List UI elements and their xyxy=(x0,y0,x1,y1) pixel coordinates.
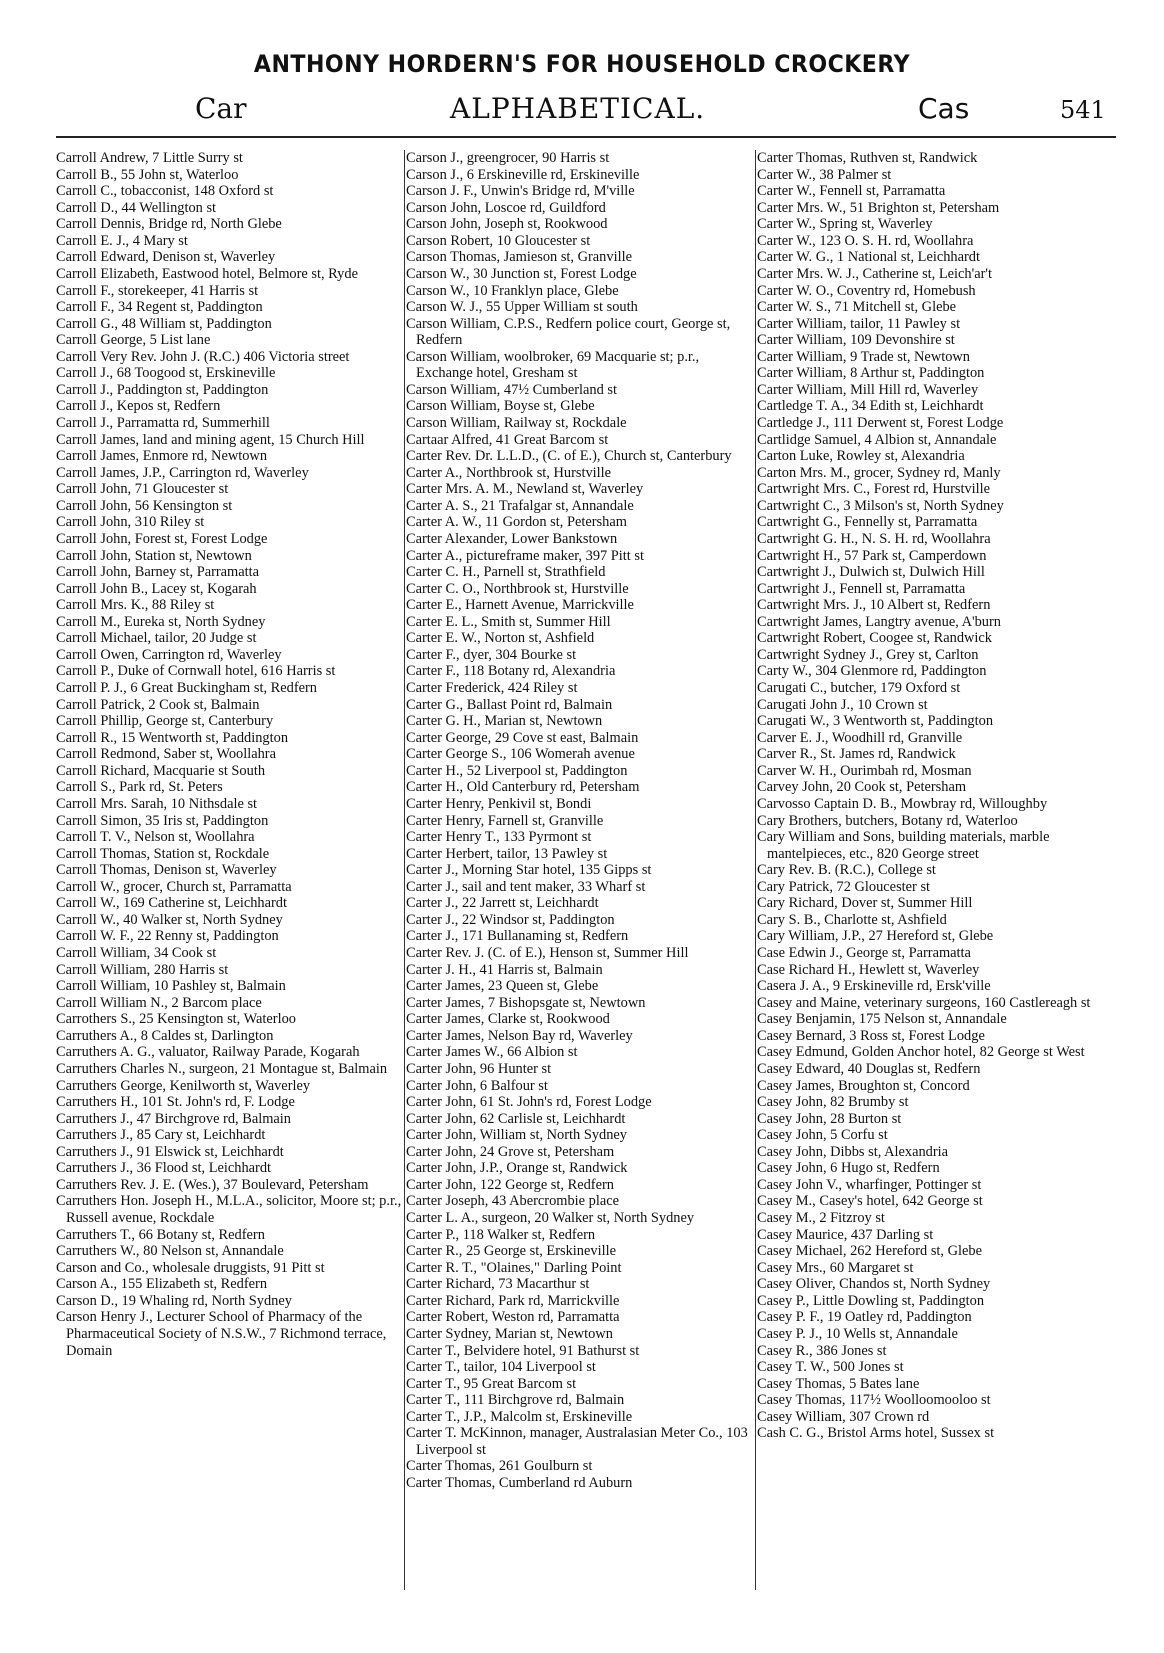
directory-entry: Carter James, Nelson Bay rd, Waverley xyxy=(406,1027,633,1044)
directory-entry: Carter Mrs. W., 51 Brighton st, Petersham xyxy=(757,199,1000,216)
directory-entry: Carter H., 52 Liverpool st, Paddington xyxy=(406,762,628,779)
directory-entry: Cary Brothers, butchers, Botany rd, Waterloo xyxy=(757,812,1018,829)
directory-entry: Casey R., 386 Jones st xyxy=(757,1342,887,1359)
directory-entry: Carter A., Northbrook st, Hurstville xyxy=(406,464,612,481)
directory-column-1 xyxy=(56,150,404,1359)
directory-entry: Cartwright Mrs. J., 10 Albert st, Redfern xyxy=(757,597,991,614)
directory-entry: Carter C. O., Northbrook st, Hurstville xyxy=(406,580,629,597)
directory-entry: Carter Robert, Weston rd, Parramatta xyxy=(406,1309,620,1326)
directory-entry: Carruthers A. G., valuator, Railway Parade, Kogarah xyxy=(56,1044,360,1061)
directory-entry: Carson J., greengrocer, 90 Harris st xyxy=(406,150,610,166)
directory-entry: Carter T., 95 Great Barcom st xyxy=(406,1375,577,1392)
directory-entry: Carroll G., 48 William st, Paddington xyxy=(56,315,272,332)
directory-entry: Carugati C., butcher, 179 Oxford st xyxy=(757,680,961,696)
directory-entry: Carroll W., 40 Walker st, North Sydney xyxy=(56,911,283,928)
directory-entry: Carver R., St. James rd, Randwick xyxy=(757,746,956,763)
directory-entry: Carter W., 38 Palmer st xyxy=(757,166,892,183)
directory-entry: Carugati W., 3 Wentworth st, Paddington xyxy=(757,713,994,730)
directory-entry: Carroll D., 44 Wellington st xyxy=(56,199,217,216)
directory-column-3 xyxy=(757,150,1116,1442)
directory-entry: Casey Mrs., 60 Margaret st xyxy=(757,1259,914,1276)
directory-entry: Carson J. F., Unwin's Bridge rd, M'ville xyxy=(406,183,635,200)
directory-entry: Casey John, Dibbs st, Alexandria xyxy=(757,1143,949,1160)
directory-entry: Carroll Mrs. K., 88 Riley st xyxy=(56,597,215,614)
directory-entry: Carroll Michael, tailor, 20 Judge st xyxy=(56,630,257,647)
directory-entry: Cary William, J.P., 27 Hereford st, Glebe xyxy=(757,928,994,945)
directory-entry: Carson W., 30 Junction st, Forest Lodge xyxy=(406,265,637,282)
header-section-title: ALPHABETICAL. xyxy=(450,92,706,125)
directory-entry: Casey P. F., 19 Oatley rd, Paddington xyxy=(757,1309,972,1326)
directory-entry: Carroll Thomas, Denison st, Waverley xyxy=(56,862,277,879)
directory-entry: Cash C. G., Bristol Arms hotel, Sussex st xyxy=(757,1425,995,1442)
directory-entry: Carruthers A., 8 Caldes st, Darlington xyxy=(56,1027,274,1044)
directory-entry: Cartwright Sydney J., Grey st, Carlton xyxy=(757,646,979,663)
directory-entry: Carter James, 23 Queen st, Glebe xyxy=(406,978,599,995)
directory-entry: Carroll J., 68 Toogood st, Erskineville xyxy=(56,365,276,382)
directory-entry: Carroll John, 56 Kensington st xyxy=(56,497,233,514)
directory-entry: Carruthers J., 91 Elswick st, Leichhardt xyxy=(56,1143,284,1160)
directory-entry: Carter James, Clarke st, Rookwood xyxy=(406,1011,610,1028)
directory-entry: Carter G. H., Marian st, Newtown xyxy=(406,713,603,730)
directory-entry: Carson and Co., wholesale druggists, 91 Pitt st xyxy=(56,1259,325,1276)
column-divider-1 xyxy=(404,150,405,1590)
directory-entry: Carter J., sail and tent maker, 33 Wharf st xyxy=(406,878,646,895)
directory-entry: Case Richard H., Hewlett st, Waverley xyxy=(757,961,980,978)
directory-entry: Carty W., 304 Glenmore rd, Paddington xyxy=(757,663,987,680)
directory-entry: Casey John V., wharfinger, Pottinger st xyxy=(757,1176,982,1193)
directory-entry: Carter Richard, 73 Macarthur st xyxy=(406,1276,590,1293)
directory-entry: Carter A. S., 21 Trafalgar st, Annandale xyxy=(406,497,634,514)
directory-entry: Carroll W. F., 22 Renny st, Paddington xyxy=(56,928,279,945)
directory-entry: Carter E., Harnett Avenue, Marrickville xyxy=(406,597,634,614)
directory-entry: Carson Henry J., Lecturer School of Pharmacy of the Pharmaceutical Society of N.S.W., 7 Richmond terrace, Domain xyxy=(56,1309,387,1359)
directory-entry: Carroll Owen, Carrington rd, Waverley xyxy=(56,646,282,663)
advertisement-banner: ANTHONY HORDERN'S FOR HOUSEHOLD CROCKERY xyxy=(253,50,911,78)
directory-entry: Carter Thomas, 261 Goulburn st xyxy=(406,1458,593,1475)
directory-entry: Carter A. W., 11 Gordon st, Petersham xyxy=(406,514,627,531)
directory-entry: Carter John, 24 Grove st, Petersham xyxy=(406,1143,615,1160)
directory-entry: Carter T., J.P., Malcolm st, Erskineville xyxy=(406,1408,633,1425)
directory-entry: Carter R. T., "Olaines," Darling Point xyxy=(406,1259,622,1276)
directory-entry: Carroll P. J., 6 Great Buckingham st, Redfern xyxy=(56,680,317,696)
directory-entry: Carroll James, land and mining agent, 15 Church Hill xyxy=(56,431,365,448)
directory-entry: Carton Luke, Rowley st, Alexandria xyxy=(757,448,965,465)
directory-entry: Cary Patrick, 72 Gloucester st xyxy=(757,878,931,895)
directory-entry: Carroll C., tobacconist, 148 Oxford st xyxy=(56,183,274,200)
directory-entry: Carroll John, 71 Gloucester st xyxy=(56,481,229,498)
directory-entry: Carson William, C.P.S., Redfern police court, George st, Redfern xyxy=(406,315,731,349)
directory-column-2 xyxy=(406,150,756,1492)
directory-entry: Casey James, Broughton st, Concord xyxy=(757,1077,970,1094)
directory-entry: Carter Mrs. A. M., Newland st, Waverley xyxy=(406,481,644,498)
directory-entry: Carter T. McKinnon, manager, Australasian Meter Co., 103 Liverpool st xyxy=(406,1425,748,1458)
directory-entry: Casey Thomas, 5 Bates lane xyxy=(757,1375,920,1392)
directory-entry: Case Edwin J., George st, Parramatta xyxy=(757,945,971,961)
directory-entry: Carroll J., Parramatta rd, Summerhill xyxy=(56,415,270,431)
directory-entry: Casey Edmund, Golden Anchor hotel, 82 George st West xyxy=(757,1044,1085,1061)
directory-entry: Cartwright G., Fennelly st, Parramatta xyxy=(757,514,978,531)
directory-entry: Cartwright C., 3 Milson's st, North Sydney xyxy=(757,497,1004,514)
directory-entry: Carter L. A., surgeon, 20 Walker st, North Sydney xyxy=(406,1210,695,1226)
directory-entry: Cartwright G. H., N. S. H. rd, Woollahra xyxy=(757,530,991,547)
directory-entry: Carter John, 96 Hunter st xyxy=(406,1060,552,1077)
directory-entry: Carter A., pictureframe maker, 397 Pitt st xyxy=(406,547,644,564)
directory-entry: Carter W. O., Coventry rd, Homebush xyxy=(757,282,976,299)
directory-entry: Cartaar Alfred, 41 Great Barcom st xyxy=(406,431,609,448)
directory-entry: Carruthers J., 36 Flood st, Leichhardt xyxy=(56,1160,272,1177)
directory-entry: Carroll Thomas, Station st, Rockdale xyxy=(56,845,270,862)
directory-entry: Carroll John B., Lacey st, Kogarah xyxy=(56,580,257,597)
directory-entry: Carter P., 118 Walker st, Redfern xyxy=(406,1226,596,1243)
directory-entry: Carter Joseph, 43 Abercrombie place xyxy=(406,1193,619,1210)
directory-entry: Cary Richard, Dover st, Summer Hill xyxy=(757,895,973,912)
directory-entry: Carter J., 22 Windsor st, Paddington xyxy=(406,911,615,928)
directory-entry: Carruthers H., 101 St. John's rd, F. Lodge xyxy=(56,1094,295,1111)
directory-entry: Casey Benjamin, 175 Nelson st, Annandale xyxy=(757,1011,1007,1028)
directory-entry: Carson John, Joseph st, Rookwood xyxy=(406,216,608,233)
directory-entry: Carter T., tailor, 104 Liverpool st xyxy=(406,1359,596,1376)
directory-entry: Carroll Edward, Denison st, Waverley xyxy=(56,249,276,266)
directory-entry: Carter John, J.P., Orange st, Randwick xyxy=(406,1160,628,1177)
directory-entry: Carruthers J., 85 Cary st, Leichhardt xyxy=(56,1127,266,1144)
directory-entry: Carter Thomas, Cumberland rd Auburn xyxy=(406,1475,633,1491)
directory-entry: Carroll James, Enmore rd, Newtown xyxy=(56,448,268,465)
directory-entry: Carson William, woolbroker, 69 Macquarie st; p.r., Exchange hotel, Gresham st xyxy=(406,348,700,382)
directory-entry: Carter William, 9 Trade st, Newtown xyxy=(757,348,970,365)
directory-entry: Carter Mrs. W. J., Catherine st, Leich'ar't xyxy=(757,265,992,282)
directory-entry: Cary William and Sons, building materials, marble mantelpieces, etc., 820 George street xyxy=(757,829,1050,862)
directory-entry: Casey Oliver, Chandos st, North Sydney xyxy=(757,1276,991,1293)
directory-entry: Carter George S., 106 Womerah avenue xyxy=(406,746,635,763)
directory-entry: Carroll George, 5 List lane xyxy=(56,332,211,349)
directory-entry: Carter William, tailor, 11 Pawley st xyxy=(757,315,961,332)
directory-entry: Carroll S., Park rd, St. Peters xyxy=(56,779,223,796)
directory-entry: Carton Mrs. M., grocer, Sydney rd, Manly xyxy=(757,464,1001,481)
directory-entry: Casey P. J., 10 Wells st, Annandale xyxy=(757,1325,958,1342)
directory-entry: Carter W., 123 O. S. H. rd, Woollahra xyxy=(757,232,974,249)
directory-entry: Carson A., 155 Elizabeth st, Redfern xyxy=(56,1276,268,1293)
directory-entry: Carson William, 47½ Cumberland st xyxy=(406,381,617,398)
directory-entry: Casey Michael, 262 Hereford st, Glebe xyxy=(757,1243,982,1260)
directory-entry: Carter Herbert, tailor, 13 Pawley st xyxy=(406,845,608,862)
directory-entry: Carruthers J., 47 Birchgrove rd, Balmain xyxy=(56,1110,291,1127)
directory-entry: Carter J. H., 41 Harris st, Balmain xyxy=(406,961,603,978)
directory-entry: Carter W. G., 1 National st, Leichhardt xyxy=(757,249,980,266)
directory-entry: Carroll William N., 2 Barcom place xyxy=(56,994,262,1011)
directory-entry: Carroll Andrew, 7 Little Surry st xyxy=(56,150,243,166)
page-number: 541 xyxy=(1060,96,1106,124)
directory-entry: Casey Maurice, 437 Darling st xyxy=(757,1226,934,1243)
directory-entry: Carroll William, 34 Cook st xyxy=(56,945,217,961)
directory-entry: Carroll John, Station st, Newtown xyxy=(56,547,252,564)
directory-entry: Casey M., 2 Fitzroy st xyxy=(757,1210,885,1226)
directory-entry: Carter Sydney, Marian st, Newtown xyxy=(406,1325,613,1342)
directory-entry: Carroll E. J., 4 Mary st xyxy=(56,232,188,249)
directory-entry: Carruthers T., 66 Botany st, Redfern xyxy=(56,1226,265,1243)
directory-entry: Cartwright J., Fennell st, Parramatta xyxy=(757,580,966,597)
directory-entry: Carter William, Mill Hill rd, Waverley xyxy=(757,381,979,398)
directory-entry: Carroll Richard, Macquarie st South xyxy=(56,762,266,779)
directory-entry: Carter W., Spring st, Waverley xyxy=(757,216,933,233)
directory-entry: Carson William, Railway st, Rockdale xyxy=(406,415,627,431)
directory-entry: Carruthers Charles N., surgeon, 21 Montague st, Balmain xyxy=(56,1060,388,1077)
directory-entry: Carter J., 22 Jarrett st, Leichhardt xyxy=(406,895,599,912)
directory-entry: Carter Thomas, Ruthven st, Randwick xyxy=(757,150,978,166)
directory-entry: Carroll R., 15 Wentworth st, Paddington xyxy=(56,729,289,746)
directory-entry: Carter G., Ballast Point rd, Balmain xyxy=(406,696,613,713)
directory-entry: Casey T. W., 500 Jones st xyxy=(757,1359,904,1376)
directory-entry: Carter Alexander, Lower Bankstown xyxy=(406,530,618,547)
directory-entry: Cartlidge Samuel, 4 Albion st, Annandale xyxy=(757,431,997,448)
directory-entry: Carson W., 10 Franklyn place, Glebe xyxy=(406,282,619,299)
directory-entry: Carter T., Belvidere hotel, 91 Bathurst st xyxy=(406,1342,640,1359)
directory-entry: Carson J., 6 Erskineville rd, Erskineville xyxy=(406,166,640,183)
directory-entry: Carroll Dennis, Bridge rd, North Glebe xyxy=(56,216,282,233)
directory-entry: Carter John, 6 Balfour st xyxy=(406,1077,548,1094)
directory-entry: Carroll Phillip, George st, Canterbury xyxy=(56,713,274,730)
directory-entry: Carter Richard, Park rd, Marrickville xyxy=(406,1292,620,1309)
directory-entry: Carter George, 29 Cove st east, Balmain xyxy=(406,729,639,746)
directory-entry: Carson W. J., 55 Upper William st south xyxy=(406,299,638,316)
directory-entry: Carson Robert, 10 Gloucester st xyxy=(406,232,591,249)
directory-entry: Carson Thomas, Jamieson st, Granville xyxy=(406,249,632,266)
directory-entry: Carter H., Old Canterbury rd, Petersham xyxy=(406,779,640,796)
directory-entry: Cartledge J., 111 Derwent st, Forest Lodge xyxy=(757,415,1004,431)
directory-entry: Carrothers S., 25 Kensington st, Waterloo xyxy=(56,1011,296,1028)
directory-entry: Carter Henry, Penkivil st, Bondi xyxy=(406,795,592,812)
directory-entry: Carugati John J., 10 Crown st xyxy=(757,696,928,713)
directory-entry: Carroll P., Duke of Cornwall hotel, 616 Harris st xyxy=(56,663,336,680)
directory-entry: Casey Bernard, 3 Ross st, Forest Lodge xyxy=(757,1027,985,1044)
directory-entry: Carter Henry, Farnell st, Granville xyxy=(406,812,604,829)
directory-entry: Carroll William, 280 Harris st xyxy=(56,961,229,978)
directory-entry: Casey John, 28 Burton st xyxy=(757,1110,902,1127)
directory-entry: Casey William, 307 Crown rd xyxy=(757,1408,930,1425)
directory-entry: Carter W., Fennell st, Parramatta xyxy=(757,183,946,200)
directory-entry: Carter William, 109 Devonshire st xyxy=(757,332,955,349)
directory-entry: Carruthers Hon. Joseph H., M.L.A., solicitor, Moore st; p.r., Russell avenue, Rockdale xyxy=(56,1193,402,1226)
directory-entry: Carvey John, 20 Cook st, Petersham xyxy=(757,779,967,796)
directory-entry: Carroll Very Rev. John J. (R.C.) 406 Victoria street xyxy=(56,348,350,365)
directory-entry: Carroll M., Eureka st, North Sydney xyxy=(56,613,266,630)
directory-entry: Carter John, 61 St. John's rd, Forest Lodge xyxy=(406,1094,652,1111)
directory-entry: Carvosso Captain D. B., Mowbray rd, Willoughby xyxy=(757,795,1048,812)
directory-entry: Carter John, 122 George st, Redfern xyxy=(406,1176,614,1193)
directory-entry: Carroll J., Kepos st, Redfern xyxy=(56,398,221,415)
header-range-end: Cas xyxy=(918,92,970,125)
directory-entry: Carson D., 19 Whaling rd, North Sydney xyxy=(56,1292,292,1309)
directory-entry: Carroll B., 55 John st, Waterloo xyxy=(56,166,239,183)
directory-entry: Carter E. W., Norton st, Ashfield xyxy=(406,630,595,647)
directory-entry: Casey and Maine, veterinary surgeons, 160 Castlereagh st xyxy=(757,994,1091,1011)
directory-entry: Carter F., dyer, 304 Bourke st xyxy=(406,646,577,663)
directory-entry: Carroll F., storekeeper, 41 Harris st xyxy=(56,282,259,299)
header-rule xyxy=(56,136,1116,138)
directory-entry: Cartwright James, Langtry avenue, A'burn xyxy=(757,613,1001,630)
directory-entry: Cartwright H., 57 Park st, Camperdown xyxy=(757,547,987,564)
directory-entry: Carter Rev. Dr. L.L.D., (C. of E.), Church st, Canterbury xyxy=(406,448,732,465)
directory-entry: Carruthers Rev. J. E. (Wes.), 37 Boulevard, Petersham xyxy=(56,1176,369,1193)
directory-entry: Casey John, 5 Corfu st xyxy=(757,1127,888,1144)
directory-entry: Carroll Simon, 35 Iris st, Paddington xyxy=(56,812,269,829)
directory-entry: Cartwright J., Dulwich st, Dulwich Hill xyxy=(757,564,985,581)
directory-entry: Carson John, Loscoe rd, Guildford xyxy=(406,199,606,216)
directory-entry: Carver E. J., Woodhill rd, Granville xyxy=(757,729,963,746)
directory-entry: Cartwright Mrs. C., Forest rd, Hurstville xyxy=(757,481,991,498)
directory-entry: Carter Henry T., 133 Pyrmont st xyxy=(406,829,592,846)
directory-entry: Carroll F., 34 Regent st, Paddington xyxy=(56,299,263,316)
directory-entry: Carruthers George, Kenilworth st, Waverley xyxy=(56,1077,311,1094)
directory-entry: Carter James, 7 Bishopsgate st, Newtown xyxy=(406,994,646,1011)
directory-entry: Carter J., Morning Star hotel, 135 Gipps st xyxy=(406,862,652,879)
directory-entry: Carter W. S., 71 Mitchell st, Glebe xyxy=(757,299,957,316)
directory-entry: Carroll John, Barney st, Parramatta xyxy=(56,564,260,581)
directory-entry: Carroll J., Paddington st, Paddington xyxy=(56,381,269,398)
directory-entry: Carter John, William st, North Sydney xyxy=(406,1127,627,1144)
directory-entry: Carter C. H., Parnell st, Strathfield xyxy=(406,564,606,581)
directory-entry: Casera J. A., 9 Erskineville rd, Ersk'ville xyxy=(757,978,991,995)
directory-entry: Cartwright Robert, Coogee st, Randwick xyxy=(757,630,993,647)
directory-entry: Casey John, 6 Hugo st, Redfern xyxy=(757,1160,940,1177)
directory-entry: Casey Thomas, 117½ Woolloomooloo st xyxy=(757,1392,991,1409)
directory-entry: Carroll T. V., Nelson st, Woollahra xyxy=(56,829,255,846)
directory-entry: Carruthers W., 80 Nelson st, Annandale xyxy=(56,1243,284,1260)
directory-entry: Cary S. B., Charlotte st, Ashfield xyxy=(757,911,947,928)
directory-entry: Carroll James, J.P., Carrington rd, Waverley xyxy=(56,464,309,481)
directory-entry: Carter E. L., Smith st, Summer Hill xyxy=(406,613,611,630)
directory-entry: Carroll Mrs. Sarah, 10 Nithsdale st xyxy=(56,795,258,812)
directory-entry: Carter William, 8 Arthur st, Paddington xyxy=(757,365,985,382)
directory-entry: Carroll John, 310 Riley st xyxy=(56,514,205,531)
directory-entry: Carroll W., 169 Catherine st, Leichhardt xyxy=(56,895,287,912)
directory-entry: Carter Rev. J. (C. of E.), Henson st, Summer Hill xyxy=(406,945,689,961)
directory-entry: Carter Frederick, 424 Riley st xyxy=(406,680,578,696)
directory-entry: Carter J., 171 Bullanaming st, Redfern xyxy=(406,928,629,945)
directory-entry: Casey Edward, 40 Douglas st, Redfern xyxy=(757,1060,981,1077)
header-range-start: Car xyxy=(195,92,247,125)
directory-entry: Cary Rev. B. (R.C.), College st xyxy=(757,862,936,879)
directory-entry: Carroll John, Forest st, Forest Lodge xyxy=(56,530,268,547)
directory-entry: Casey John, 82 Brumby st xyxy=(757,1094,909,1111)
directory-entry: Carter John, 62 Carlisle st, Leichhardt xyxy=(406,1110,626,1127)
directory-entry: Carter R., 25 George st, Erskineville xyxy=(406,1243,616,1260)
directory-entry: Carter James W., 66 Albion st xyxy=(406,1044,578,1061)
directory-entry: Carter F., 118 Botany rd, Alexandria xyxy=(406,663,616,680)
directory-entry: Carroll Redmond, Saber st, Woollahra xyxy=(56,746,276,763)
directory-entry: Carroll W., grocer, Church st, Parramatta xyxy=(56,878,292,895)
directory-entry: Cartledge T. A., 34 Edith st, Leichhardt xyxy=(757,398,984,415)
directory-entry: Casey M., Casey's hotel, 642 George st xyxy=(757,1193,983,1210)
directory-entry: Carver W. H., Ourimbah rd, Mosman xyxy=(757,762,972,779)
directory-entry: Casey P., Little Dowling st, Paddington xyxy=(757,1292,985,1309)
directory-entry: Carroll Elizabeth, Eastwood hotel, Belmore st, Ryde xyxy=(56,265,358,282)
directory-entry: Carroll William, 10 Pashley st, Balmain xyxy=(56,978,286,995)
directory-entry: Carson William, Boyse st, Glebe xyxy=(406,398,595,415)
directory-entry: Carter T., 111 Birchgrove rd, Balmain xyxy=(406,1392,625,1409)
directory-entry: Carroll Patrick, 2 Cook st, Balmain xyxy=(56,696,260,713)
